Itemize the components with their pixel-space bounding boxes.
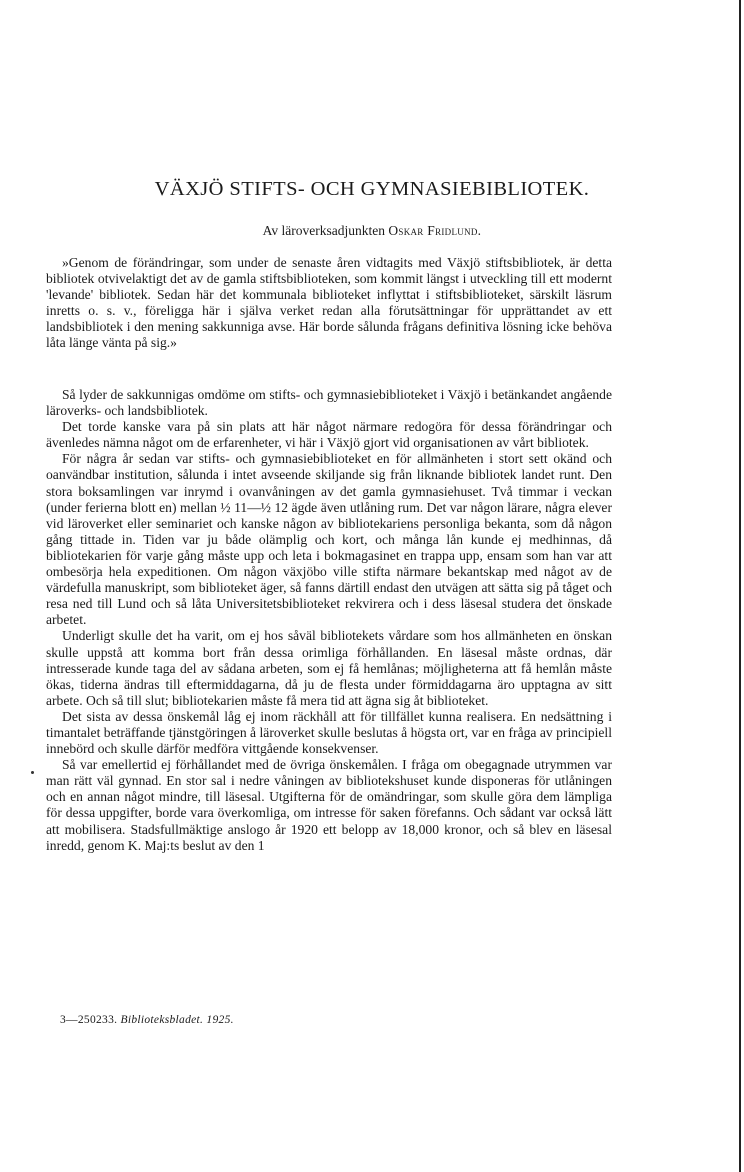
- page-edge-line: [739, 0, 741, 1172]
- paragraph: Det torde kanske vara på sin plats att här något närmare redogöra för dessa förändringar och ävenledes nämna något om de erfarenheter, vi här i Växjö gjort vid organisationen av vårt bibliotek.: [46, 419, 612, 451]
- paragraph: Så var emellertid ej förhållandet med de övriga önskemålen. I fråga om obegagnade utrymmen var man rätt väl gynnad. En stor sal i nedre våningen av bibliotekshuset kunde disponeras för utlåningen och en annan något mindre, till läsesal. Utgifterna för de omändringar, som skulle göra dem lämpliga för dessa uppgifter, borde vara överkomliga, om intresse för saken förefanns. Och sådant var också lätt att mobilisera. Stadsfullmäktige anslogo år 1920 ett belopp av 18,000 kronor, och så blev en läsesal inredd, genom K. Maj:ts beslut av den 1: [46, 757, 612, 853]
- author-name: Oskar Fridlund.: [388, 223, 482, 238]
- byline: [0, 223, 744, 239]
- article-title: VÄXJÖ STIFTS- OCH GYMNASIEBIBLIOTEK.: [154, 178, 590, 200]
- paragraph: Det sista av dessa önskemål låg ej inom räckhåll att för tillfället kunna realisera. En nedsättning i timantalet beträffande tjänstgöringen å läroverket skulle beslutas å högsta ort, var en fråga av principiell innebörd och skulle därför medföra vittgående konsekvenser.: [46, 708, 612, 757]
- paragraph: För några år sedan var stifts- och gymnasiebiblioteket en för allmänheten i stort sett okänd och oanvändbar institution, sålunda i intet avseende skiljande sig från liknande bibliotek landet runt. Den stora boksamlingen var inrymd i ovanvåningen av det gamla gymnasiehuset. Två timmar i veckan (under ferierna blott en) mellan ½ 11—½ 12 ägde även utlåning rum. Det var någon lärare, några elever vid läroverket eller seminariet och kanske någon av bibliotekariens personliga bekanta, som då någon gång tittade in. Tiden var ju både olämplig och kort, och många lån kunde ej medhinnas, då bibliotekarien för varje gång måste upp och leta i bokmagasinet en trappa upp, ensam som han var att ombesörja hela expeditionen. Om någon växjöbo ville stifta närmare bekantskap med något av de värdefulla manuskript, som biblioteket äger, så fanns därtill endast den utvägen att sätta sig på tåget och resa ned till Lund och så låta Universitetsbiblioteket rekvirera och i dess läsesal studera det önskade arbetet.: [46, 451, 612, 628]
- byline-prefix: Av läroverksadjunkten: [262, 223, 385, 238]
- paragraph: Så lyder de sakkunnigas omdöme om stifts- och gymnasiebiblioteket i Växjö i betänkandet angående läroverks- och landsbibliotek.: [46, 387, 612, 419]
- journal-year: 1925.: [206, 1014, 234, 1026]
- paragraph: Underligt skulle det ha varit, om ej hos såväl bibliotekets vårdare som hos allmänheten en önskan skulle uppstå att komma bort från dessa orimliga förhållanden. En läsesal måste ordnas, där intresserade kunde taga del av sådana arbeten, som ej få hemlånas; möjligheterna att få hemlån måste ökas, tiderna ändras till eftermiddagarna, då ju de flesta under förmiddagarna äro upptagna av sitt arbete. Och så till slut; bibliotekarien måste få mera tid att ägna sig åt biblioteket.: [46, 628, 612, 708]
- body-text: [46, 387, 612, 854]
- journal-name: Biblioteksbladet.: [120, 1014, 204, 1026]
- quote-paragraph: »Genom de förändringar, som under de senaste åren vidtagits med Växjö stiftsbibliotek, är detta bibliotek otvivelaktigt det av de gamla stiftsbiblioteken, som kommit längst i utveckling till ett modernt 'levande' bibliotek. Sedan här det kommunala biblioteket inflyttat i stiftsbiblioteket, särskilt läsrum inretts o. s. v., föreligga här i själva verket redan alla förutsättningar för upprättandet av ett landsbibliotek i den mening sakkunniga avse. Här borde sålunda frågans definitiva lösning icke behöva låta länge vänta på sig.»: [46, 255, 612, 351]
- quote-block: [46, 255, 612, 352]
- margin-mark: [31, 771, 34, 774]
- print-code: 3—250233.: [60, 1014, 118, 1026]
- page-footer: [60, 1014, 234, 1026]
